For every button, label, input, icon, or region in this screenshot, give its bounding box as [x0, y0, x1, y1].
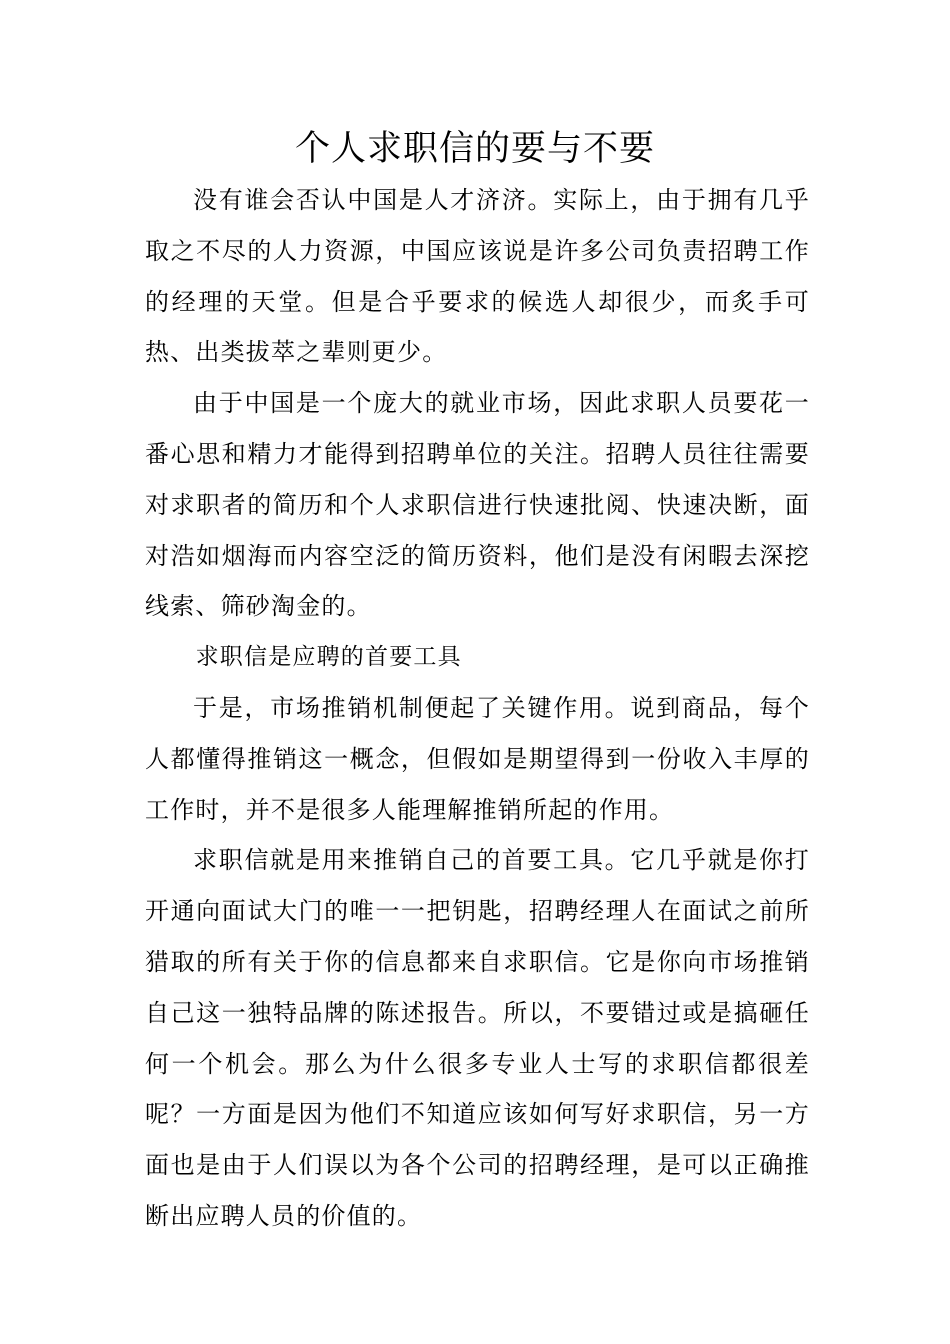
paragraph-marketing: 于是，市场推销机制便起了关键作用。说到商品，每个人都懂得推销这一概念，但假如是期望得到一份收入丰厚的工作时，并不是很多人能理解推销所起的作用。 — [145, 693, 810, 824]
document-title: 个人求职信的要与不要 — [294, 129, 655, 169]
paragraph-market: 由于中国是一个庞大的就业市场，因此求职人员要花一番心思和精力才能得到招聘单位的关注。招聘人员往往需要对求职者的简历和个人求职信进行快速批阅、快速决断，面对浩如烟海而内容空泛的简历资料，他们是没有闲暇去深挖线索、筛砂淘金的。 — [145, 389, 810, 621]
paragraph-intro: 没有谁会否认中国是人才济济。实际上，由于拥有几乎取之不尽的人力资源，中国应该说是许多公司负责招聘工作的经理的天堂。但是合乎要求的候选人却很少，而炙手可热、出类拔萃之辈则更少。 — [145, 186, 810, 367]
document-body — [145, 175, 810, 1242]
paragraph-cover-letter: 求职信就是用来推销自己的首要工具。它几乎就是你打开通向面试大门的唯一一把钥匙，招聘经理人在面试之前所猎取的所有关于你的信息都来自求职信。它是你向市场推销自己这一独特品牌的陈述报告。所以，不要错过或是搞砸任何一个机会。那么为什么很多专业人士写的求职信都很差呢？一方面是因为他们不知道应该如何写好求职信，另一方面也是由于人们误以为各个公司的招聘经理，是可以正确推断出应聘人员的价值的。 — [145, 846, 810, 1230]
section-heading: 求职信是应聘的首要工具 — [195, 644, 462, 671]
